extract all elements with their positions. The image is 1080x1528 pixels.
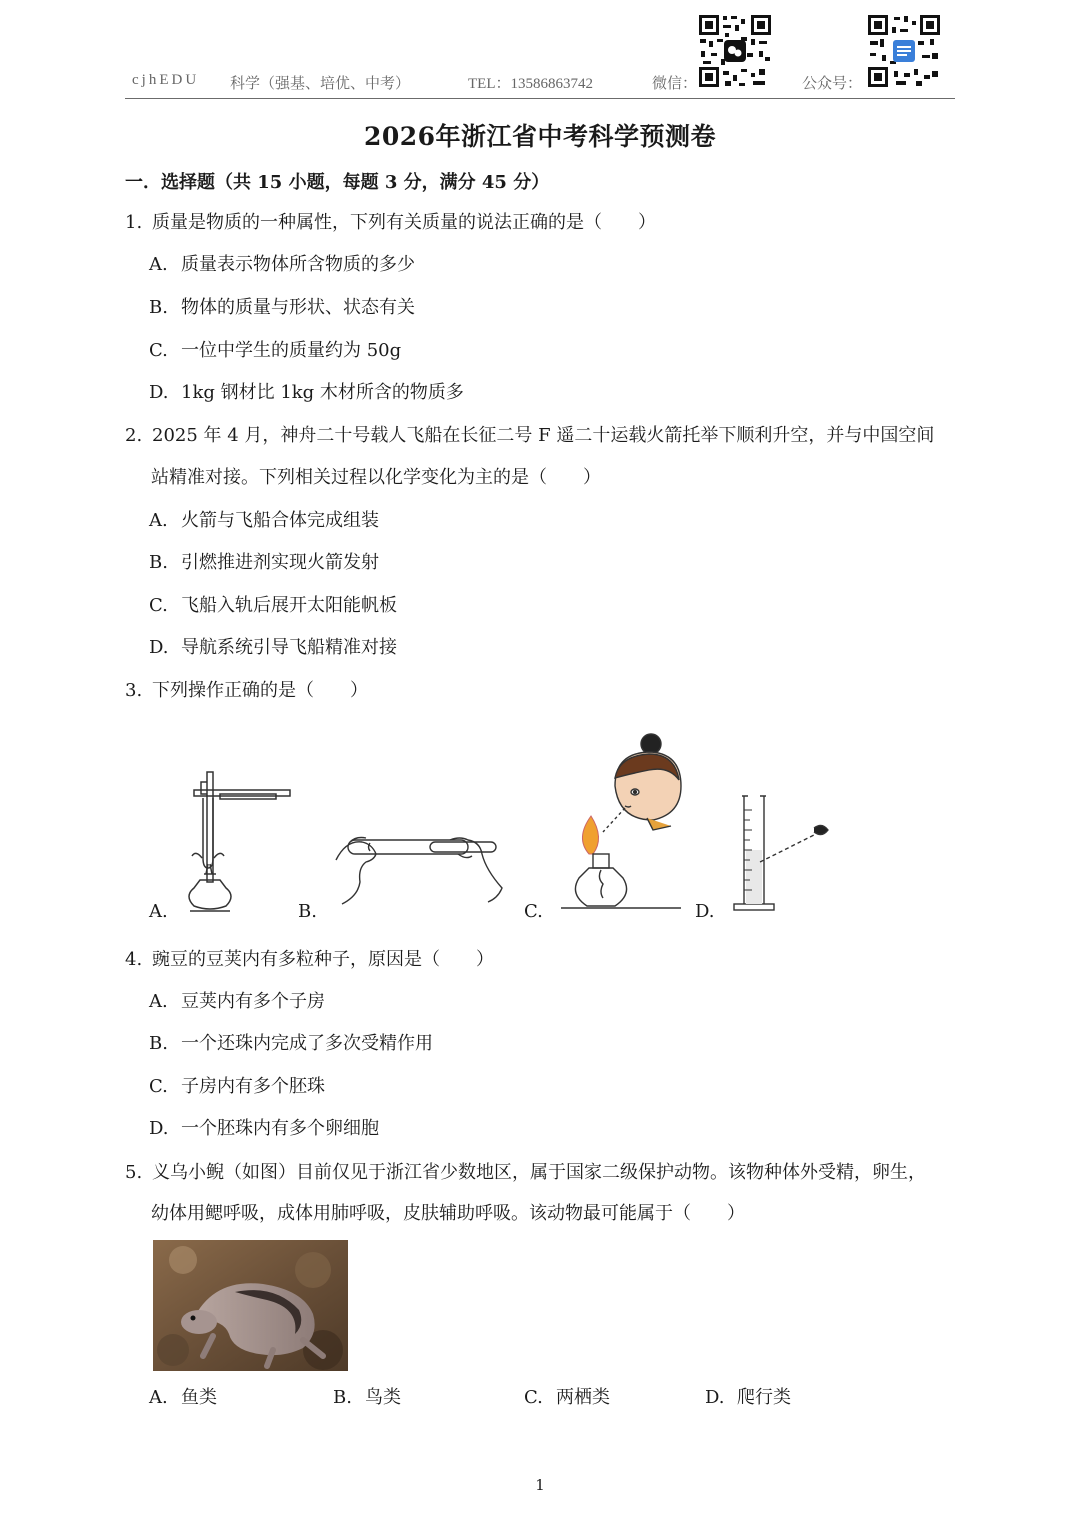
option-label: B. bbox=[149, 297, 168, 318]
option-2d bbox=[149, 636, 397, 660]
question-number: 5. bbox=[125, 1162, 143, 1183]
option-text: 一位中学生的质量约为 50g bbox=[181, 340, 402, 361]
question-text: 质量是物质的一种属性，下列有关质量的说法正确的是（ ） bbox=[152, 212, 656, 233]
public-account-qr-code-icon bbox=[866, 13, 942, 89]
header-brand: cjhEDU bbox=[132, 72, 200, 88]
option-label: C. bbox=[149, 595, 168, 616]
question-5 bbox=[125, 1161, 926, 1185]
option-label: D. bbox=[149, 637, 169, 658]
figure-3b-label: B. bbox=[298, 901, 317, 922]
question-number: 4. bbox=[125, 949, 143, 970]
figure-3d-graduated-cylinder bbox=[730, 790, 840, 914]
option-text: 1kg 钢材比 1kg 木材所含的物质多 bbox=[181, 382, 464, 403]
option-text: 鱼类 bbox=[181, 1387, 217, 1408]
option-text: 飞船入轨后展开太阳能帆板 bbox=[181, 595, 397, 616]
option-label: B. bbox=[149, 1033, 168, 1054]
figure-3b-hands-tube bbox=[330, 820, 505, 910]
option-2b bbox=[149, 551, 379, 575]
question-5-continued: 幼体用鳃呼吸，成体用肺呼吸，皮肤辅助呼吸。该动物最可能属于（ ） bbox=[151, 1203, 745, 1224]
header-subject: 科学（强基、培优、中考） bbox=[230, 76, 411, 92]
section-heading: 一．选择题（共 15 小题，每题 3 分，满分 45 分） bbox=[125, 172, 550, 193]
option-2a bbox=[149, 509, 379, 533]
figure-3c-alcohol-lamp bbox=[555, 726, 685, 914]
question-1 bbox=[125, 211, 656, 235]
option-label: D. bbox=[149, 382, 169, 403]
option-text: 豆荚内有多个子房 bbox=[181, 991, 325, 1012]
option-text: 鸟类 bbox=[365, 1387, 401, 1408]
figure-3a-label: A. bbox=[149, 901, 168, 922]
option-label: C. bbox=[524, 1387, 543, 1408]
question-text: 2025 年 4 月，神舟二十号载人飞船在长征二号 F 遥二十运载火箭托举下顺利升空，并与中国空间 bbox=[152, 425, 935, 446]
question-number: 1. bbox=[125, 212, 143, 233]
option-label: C. bbox=[149, 1076, 168, 1097]
question-2 bbox=[125, 424, 934, 448]
page-number: 1 bbox=[535, 1476, 545, 1494]
option-1d bbox=[149, 381, 464, 405]
question-2-continued: 站精准对接。下列相关过程以化学变化为主的是（ ） bbox=[151, 467, 601, 488]
question-text: 豌豆的豆荚内有多粒种子，原因是（ ） bbox=[152, 949, 494, 970]
option-5d bbox=[705, 1386, 791, 1410]
option-text: 引燃推进剂实现火箭发射 bbox=[181, 552, 379, 573]
question-text: 下列操作正确的是（ ） bbox=[152, 680, 368, 701]
option-5a bbox=[149, 1386, 217, 1410]
figure-3c-label: C. bbox=[524, 901, 543, 922]
option-label: C. bbox=[149, 340, 168, 361]
option-label: A. bbox=[149, 1387, 168, 1408]
header-divider bbox=[125, 98, 955, 99]
option-4a bbox=[149, 990, 325, 1014]
option-1b bbox=[149, 296, 415, 320]
option-text: 质量表示物体所含物质的多少 bbox=[181, 254, 415, 275]
question-number: 2. bbox=[125, 425, 143, 446]
option-label: A. bbox=[149, 254, 168, 275]
figure-3a-heating-tube bbox=[180, 768, 300, 916]
option-label: B. bbox=[333, 1387, 352, 1408]
option-label: D. bbox=[705, 1387, 725, 1408]
option-2c bbox=[149, 594, 397, 618]
header-wechat-label: 微信： bbox=[652, 76, 698, 92]
question-4 bbox=[125, 948, 494, 972]
option-text: 爬行类 bbox=[737, 1387, 791, 1408]
option-label: B. bbox=[149, 552, 168, 573]
option-4b bbox=[149, 1032, 433, 1056]
option-label: A. bbox=[149, 991, 168, 1012]
option-5c bbox=[524, 1386, 610, 1410]
option-text: 子房内有多个胚珠 bbox=[181, 1076, 325, 1097]
question-3 bbox=[125, 679, 368, 703]
option-text: 一个还珠内完成了多次受精作用 bbox=[181, 1033, 433, 1054]
option-text: 导航系统引导飞船精准对接 bbox=[181, 637, 397, 658]
option-5b bbox=[333, 1386, 401, 1410]
question-text: 义乌小鲵（如图）目前仅见于浙江省少数地区，属于国家二级保护动物。该物种体外受精，卵生， bbox=[152, 1162, 926, 1183]
option-text: 两栖类 bbox=[556, 1387, 610, 1408]
option-1a bbox=[149, 253, 415, 277]
header-public-label: 公众号： bbox=[802, 76, 863, 92]
option-label: D. bbox=[149, 1118, 169, 1139]
page-title: 2026年浙江省中考科学预测卷 bbox=[363, 122, 717, 151]
option-label: A. bbox=[149, 510, 168, 531]
option-text: 物体的质量与形状、状态有关 bbox=[181, 297, 415, 318]
option-text: 一个胚珠内有多个卵细胞 bbox=[181, 1118, 379, 1139]
wechat-qr-code-icon bbox=[697, 13, 773, 89]
question-number: 3. bbox=[125, 680, 143, 701]
figure-3d-label: D. bbox=[695, 901, 715, 922]
option-1c bbox=[149, 339, 401, 363]
option-text: 火箭与飞船合体完成组装 bbox=[181, 510, 379, 531]
option-4d bbox=[149, 1117, 379, 1141]
header-tel: TEL：13586863742 bbox=[468, 76, 593, 92]
option-4c bbox=[149, 1075, 325, 1099]
salamander-photo bbox=[153, 1240, 348, 1371]
